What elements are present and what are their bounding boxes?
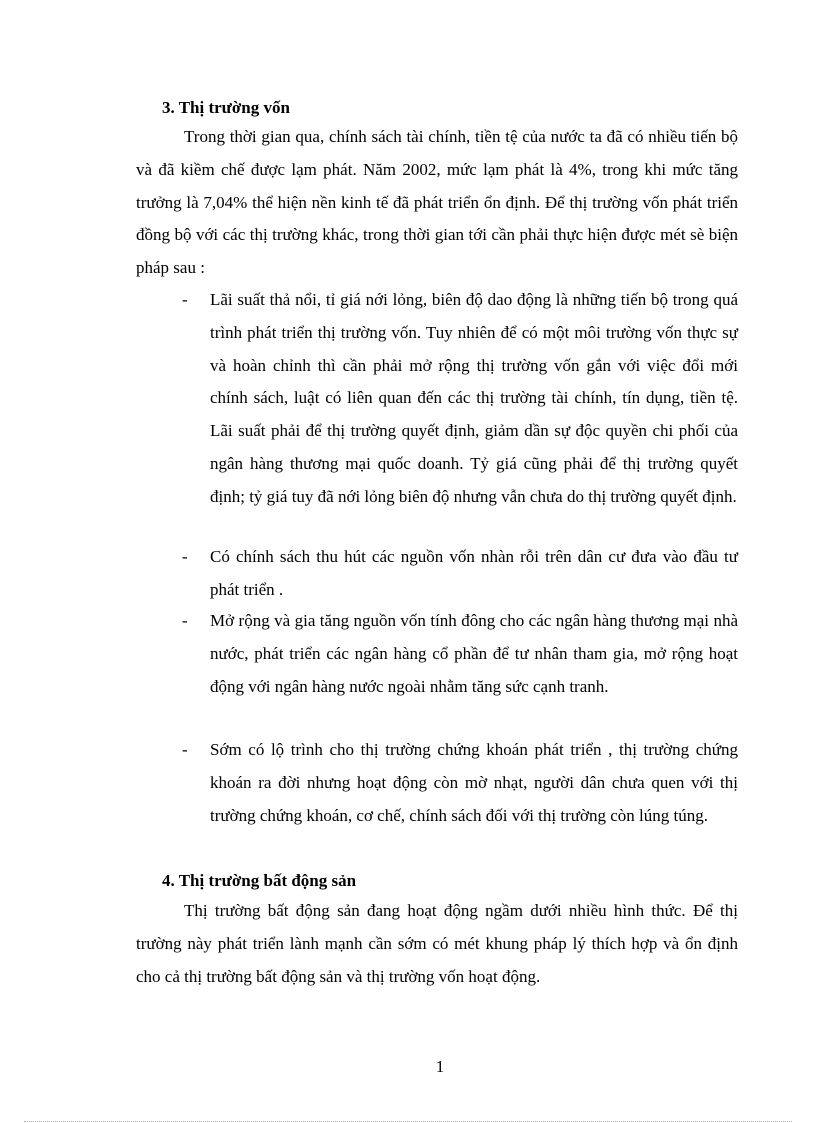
- bullet-dash: -: [182, 740, 188, 759]
- bullet-text: Sớm có lộ trình cho thị trường chứng khoán phát triển , thị trường chứng khoán ra đời nhưng hoạt động còn mờ nhạt, người dân chưa quen với thị trường chứng khoán, cơ chế, chính sách đối với thị trường còn lúng túng.: [210, 740, 738, 825]
- bullet-text: Có chính sách thu hút các nguồn vốn nhàn rỗi trên dân cư đưa vào đầu tư phát triển .: [210, 547, 738, 599]
- bullet-item-stock-market: [182, 734, 738, 865]
- bullet-item-interest-rates: [182, 284, 738, 546]
- bullet-item-idle-capital: [182, 541, 738, 607]
- section-3-heading: 3. Thị trường vốn: [162, 98, 290, 117]
- bullet-text: Mở rộng và gia tăng nguồn vốn tính đông cho các ngân hàng thương mại nhà nước, phát triển các ngân hàng cổ phần để tư nhân tham gia, mở rộng hoạt động với ngân hàng nước ngoài nhằm tăng sức cạnh tranh.: [210, 611, 738, 696]
- bullet-dash: -: [182, 290, 188, 309]
- bullet-dash: -: [182, 611, 188, 630]
- page-number: 1: [435, 1057, 445, 1076]
- section-4-intro-paragraph: Thị trường bất động sản đang hoạt động ngầm dưới nhiều hình thức. Để thị trường này phát triển lành mạnh cần sớm có mét khung pháp lý thích hợp và ổn định cho cả thị trường bất động sản và thị trường vốn hoạt động.: [136, 901, 738, 986]
- bullet-dash: -: [182, 547, 188, 566]
- page-bottom-rule: [24, 1121, 792, 1122]
- section-4-heading: 4. Thị trường bất động sản: [162, 871, 357, 890]
- bullet-text: Lãi suất thả nổi, tỉ giá nới lỏng, biên độ dao động là những tiến bộ trong quá trình phát triển thị trường vốn. Tuy nhiên để có một môi trường vốn thực sự và hoàn chỉnh thì cần phải mở rộng thị trường vốn gắn với việc đổi mới chính sách, luật có liên quan đến các thị trường tài chính, tín dụng, tiền tệ. Lãi suất phải để thị trường quyết định, giảm dần sự độc quyền chi phối của ngân hàng thương mại quốc doanh. Tỷ giá cũng phải để thị trường quyết định; tỷ giá tuy đã nới lỏng biên độ nhưng vẫn chưa do thị trường quyết định.: [210, 290, 738, 506]
- bullet-item-bank-capital: [182, 605, 738, 736]
- section-3-intro-paragraph: Trong thời gian qua, chính sách tài chính, tiền tệ của nước ta đã có nhiều tiến bộ và đã kiềm chế được lạm phát. Năm 2002, mức lạm phát là 4%, trong khi mức tăng trưởng là 7,04% thể hiện nền kinh tế đã phát triển ổn định. Để thị trường vốn phát triển đồng bộ với các thị trường khác, trong thời gian tới cần phải thực hiện được mét sè biện pháp sau :: [136, 127, 738, 278]
